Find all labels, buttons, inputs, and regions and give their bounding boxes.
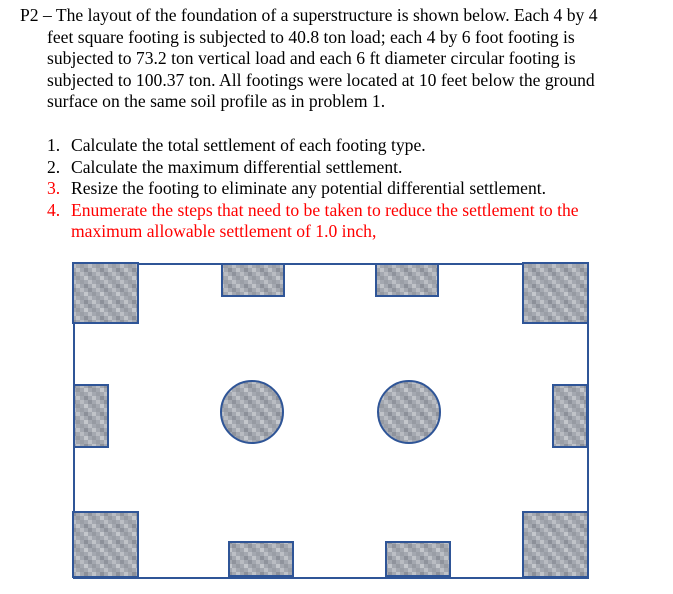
- task-text-4b: maximum allowable settlement of 1.0 inch,: [71, 221, 377, 241]
- rect-footing-left: [74, 385, 108, 447]
- rect-footing-bottom-1: [229, 542, 293, 576]
- rect-footing-top-1: [222, 264, 284, 296]
- task-number-2: 2.: [47, 156, 61, 177]
- problem-line-1: P2 – The layout of the foundation of a superstructure is shown below. Each 4 by 4: [20, 5, 598, 25]
- task-text-4a: Enumerate the steps that need to be taken to reduce the settlement to the: [71, 199, 579, 220]
- square-footing-top-right: [523, 263, 588, 323]
- square-footing-bottom-right: [523, 512, 588, 577]
- task-text-1: Calculate the total settlement of each footing type.: [71, 135, 426, 155]
- task-number-4: 4.: [47, 199, 61, 220]
- rect-footing-top-2: [376, 264, 438, 296]
- task-number-3: 3.: [47, 178, 61, 198]
- square-footing-top-left: [73, 263, 138, 323]
- problem-line-5: surface on the same soil profile as in problem 1.: [47, 91, 386, 111]
- task-text-3: Resize the footing to eliminate any potential differential settlement.: [71, 178, 547, 198]
- rect-footing-right: [553, 385, 587, 447]
- circular-footing-left: [221, 381, 283, 443]
- problem-line-3: subjected to 73.2 ton vertical load and each 6 ft diameter circular footing is: [47, 48, 576, 68]
- problem-line-2: feet square footing is subjected to 40.8 ton load; each 4 by 6 foot footing is: [47, 26, 575, 47]
- circular-footing-right: [378, 381, 440, 443]
- problem-line-4: subjected to 100.37 ton. All footings were located at 10 feet below the ground: [47, 69, 595, 90]
- rect-footing-bottom-2: [386, 542, 450, 576]
- square-footing-bottom-left: [73, 512, 138, 577]
- task-number-1: 1.: [47, 135, 61, 155]
- superstructure-outline: [74, 264, 588, 578]
- task-text-2: Calculate the maximum differential settlement.: [71, 156, 403, 177]
